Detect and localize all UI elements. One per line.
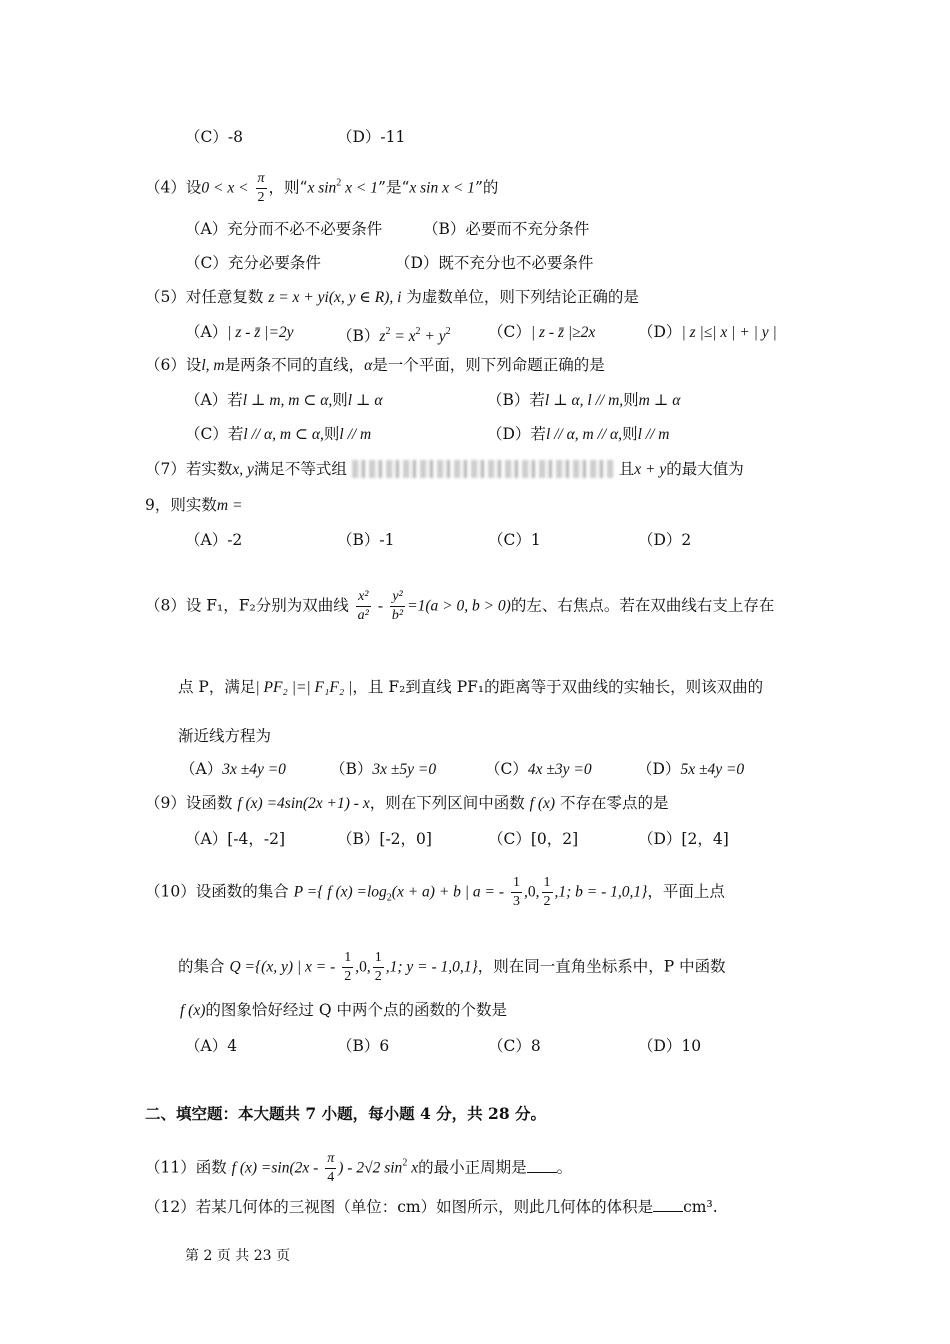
q7-option-c: （C）1 <box>488 531 541 549</box>
q10-stem-line3: f (x)的图象恰好经过 Q 中两个点的函数的个数是 <box>180 1001 507 1019</box>
q7-option-a: （A）-2 <box>185 531 243 549</box>
q7-option-d: （D）2 <box>638 531 692 549</box>
blurred-inequality-system <box>352 460 614 478</box>
q6-option-d: （D）若l // α, m // α,则l // m <box>487 425 670 443</box>
q10-stem-line2: 的集合 Q ={(x, y) | x = - $\frac{1}{2}$ ,0, $\frac{1}{2}$ ,1; y = - 1,0,1}，则在同一直角坐标系中，P 中函数 <box>178 950 726 984</box>
q4-option-a: （A）充分而不必不必要条件 <box>185 220 383 238</box>
q9-option-c: （C）[0，2] <box>488 830 579 848</box>
section-heading-fill-in: 二、填空题：本大题共 7 小题，每小题 4 分，共 28 分。 <box>145 1104 547 1123</box>
q4-option-d: （D）既不充分也不必要条件 <box>395 254 594 272</box>
page-footer: 第 2 页 共 23 页 <box>185 1248 290 1264</box>
q5-option-b: $(B)z^2 = x^2 + y^2$ <box>337 326 451 345</box>
q10-fraction-half-pos: $\frac{1}{2}$ <box>374 950 382 984</box>
q10-fraction-third: $\frac{1}{3}$ <box>513 875 520 909</box>
q12-answer-blank[interactable] <box>653 1197 683 1212</box>
q12-stem: （12）若某几何体的三视图（单位：cm）如图所示，则此几何体的体积是 cm³. <box>145 1198 718 1216</box>
q5-option-c: （C）| z - z̄ |≥2x <box>488 323 596 341</box>
q8-stem-line2: 点 P，满足| PF₂ |=| F₁F₂ |，且 F₂到直线 PF₁的距离等于双曲线的实轴长，则该双曲的 <box>178 678 764 696</box>
q11-fraction: $\frac{\pi}{4}$ <box>327 1151 335 1185</box>
q7-stem-line2: 9，则实数m = <box>145 496 243 514</box>
q8-fraction-x: $\frac{\text{x²}}{\text{a²}}$ <box>357 589 369 623</box>
q4-option-b: （B）必要而不充分条件 <box>423 220 590 238</box>
q4-fraction: $\frac{\pi}{2}$ <box>257 171 265 205</box>
q11-answer-blank[interactable] <box>527 1158 557 1173</box>
q10-option-b: （B）6 <box>337 1037 390 1055</box>
q10-fraction-half: $\frac{1}{2}$ <box>543 875 551 909</box>
q6-option-b: （B）若l ⊥ α, l // m,则m ⊥ α <box>487 391 681 409</box>
q8-stem: （8）设 F₁，F₂分别为双曲线 $\frac{\text{x²}}{\text{a²}}$ - $\frac{\text{y²}}{\text{b²}}$ =1(a > 0, b > 0)的左、右焦点。若在双曲线右支上存在 <box>145 589 775 623</box>
q10-fraction-half-neg: $\frac{1}{2}$ <box>344 950 352 984</box>
q6-option-a: （A）若l ⊥ m, m ⊂ α,则l ⊥ α <box>185 391 383 409</box>
q8-stem-line3: 渐近线方程为 <box>178 727 272 745</box>
q9-option-a: （A）[-4，-2] <box>185 830 285 848</box>
q3-option-c: （C）-8 <box>185 128 243 146</box>
q9-option-d: （D）[2，4] <box>638 830 729 848</box>
q4-option-c: （C）充分必要条件 <box>185 254 321 272</box>
q8-option-b: （B）3x ±5y =0 <box>330 760 437 778</box>
q6-stem: （6）设l, m是两条不同的直线，α是一个平面，则下列命题正确的是 <box>145 356 605 374</box>
q8-option-a: （A）3x ±4y =0 <box>180 760 286 778</box>
q10-stem: （10）设函数的集合 P ={ f $(x) =\log_2(x + a) + b$ | a = - $\frac{1}{3}$ ,0, $\frac{1}{2}$ ,1; b = - 1,0,1}，平面上点 <box>145 875 725 909</box>
q4-stem: （4）设0 < x < $\frac{\pi}{2}$ ，则“x $\sin^2 x < 1$”是“x sin x < 1”的 <box>145 171 499 205</box>
q8-fraction-y: $\frac{\text{y²}}{\text{b²}}$ <box>391 589 404 623</box>
q8-option-d: （D）5x ±4y =0 <box>637 760 745 778</box>
q6-option-c: （C）若l // α, m ⊂ α,则l // m <box>185 425 372 443</box>
q10-option-a: （A）4 <box>185 1037 238 1055</box>
q10-option-d: （D）10 <box>638 1037 702 1055</box>
q7-stem: （7）若实数x, y满足不等式组 且x + y的最大值为 <box>145 460 744 478</box>
q5-option-a: （A）| z - z̄ |=2y <box>185 323 294 341</box>
q9-option-b: （B）[-2，0] <box>337 830 432 848</box>
q9-stem: （9）设函数 f (x) =4sin(2x +1) - x，则在下列区间中函数 f (x) 不存在零点的是 <box>145 794 669 812</box>
q11-stem: （11）函数 f (x) =sin(2x - $\frac{\pi}{4}$ ) - 2√2 $\sin^2 x$的最小正周期是 。 <box>145 1151 573 1185</box>
q5-stem: （5）对任意复数 z = x + yi(x, y ∈ R), i 为虚数单位，则下列结论正确的是 <box>145 288 639 306</box>
q5-option-d: （D）| z |≤| x | + | y | <box>638 323 777 341</box>
q7-option-b: （B）-1 <box>337 531 395 549</box>
q8-option-c: （C）4x ±3y =0 <box>485 760 592 778</box>
q3-option-d: （D）-11 <box>337 128 406 146</box>
q10-option-c: （C）8 <box>488 1037 541 1055</box>
